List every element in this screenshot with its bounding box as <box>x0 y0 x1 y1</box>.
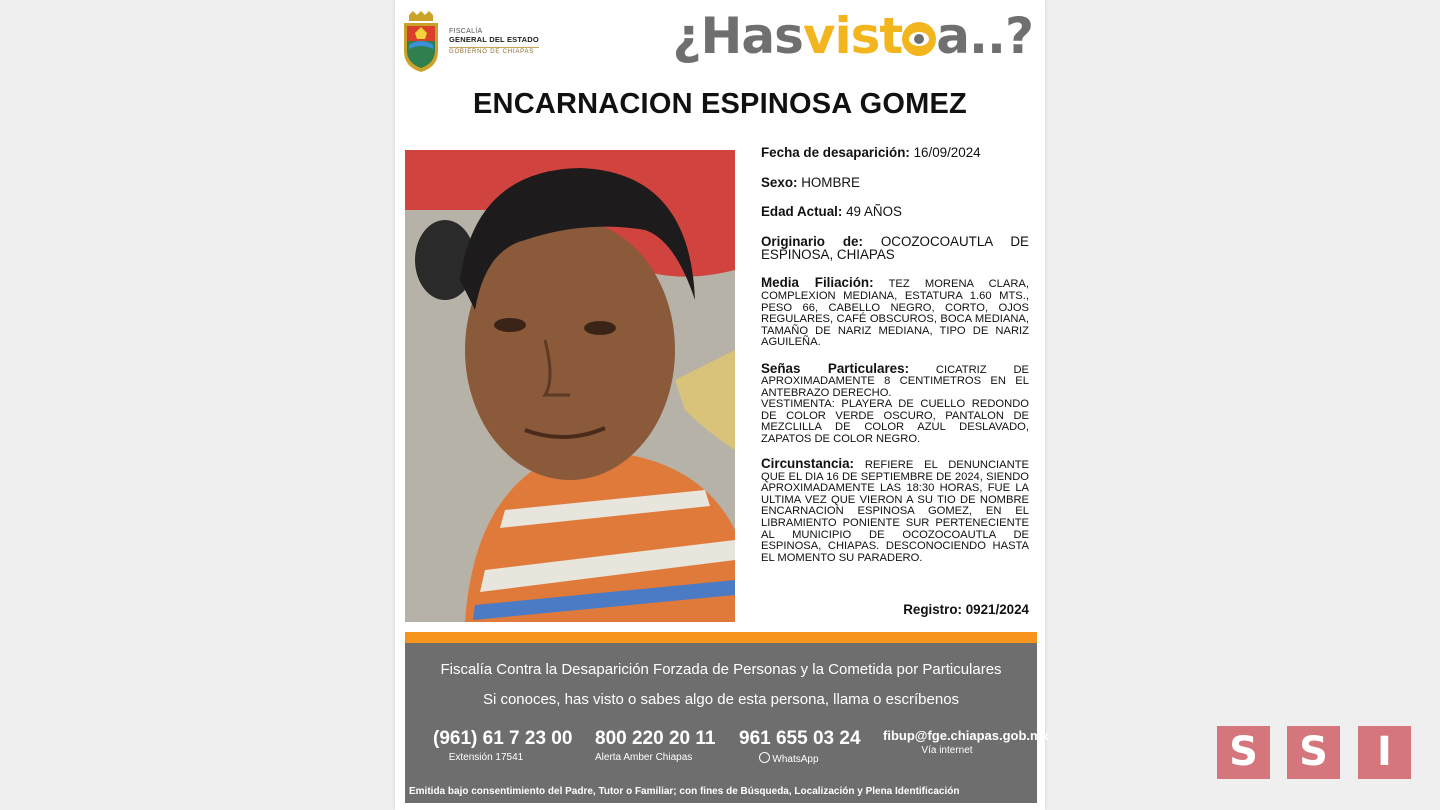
detail-sexo <box>761 176 1029 191</box>
fiscalia-logo <box>401 10 539 74</box>
senas-value: CICATRIZ DE APROXIMADAMENTE 8 CENTIMETROS EN EL ANTEBRAZO DERECHO. <box>761 363 1030 399</box>
detail-filiacion <box>761 276 1029 348</box>
fecha-value: 16/09/2024 <box>913 145 981 160</box>
campaign-logo-part1: ¿Has <box>672 7 803 65</box>
person-details <box>761 146 1029 577</box>
ssi-letter-2: S <box>1287 726 1340 779</box>
origen-label: Originario de: <box>761 234 863 250</box>
contact-email[interactable] <box>883 728 1049 756</box>
contact-list <box>405 728 1049 768</box>
registro-number: Registro: 0921/2024 <box>903 602 1029 617</box>
edad-label: Edad Actual: <box>761 204 843 220</box>
contact-footer <box>405 643 1049 803</box>
missing-person-poster <box>395 0 1049 810</box>
person-photo <box>405 150 735 622</box>
campaign-logo-part3: a..? <box>936 7 1033 65</box>
detail-origen <box>761 235 1029 261</box>
org-line-3: GOBIERNO DE CHIAPAS <box>449 47 539 56</box>
footer-disclaimer: Emitida bajo consentimiento del Padre, Tutor o Familiar; con fines de Búsqueda, Localización y Plena Identificación <box>409 786 960 797</box>
ssi-letter-3: I <box>1358 726 1411 779</box>
ssi-letter-1: S <box>1217 726 1270 779</box>
detail-senas <box>761 362 1029 446</box>
fecha-label: Fecha de desaparición: <box>761 145 910 160</box>
detail-fecha <box>761 146 1029 161</box>
sexo-value: HOMBRE <box>801 174 860 190</box>
circunstancia-value: REFIERE EL DENUNCIANTE QUE EL DIA 16 DE SEPTIEMBRE DE 2024, SIENDO APROXIMADAMENTE LAS 18:30 HORAS, FUE LA ULTIMA VEZ QUE VIERON A SU TIO DE NOMBRE ENCARNACION ESPINOSA GOMEZ, EN EL LIBRAMIENTO PONIENTE SUR PERTENECIENTE AL MUNICIPIO DE OCOZOCOAUTLA DE ESPINOSA, CHIAPAS. DESCONOCIENDO HASTA EL MOMENTO SU PARADERO. <box>761 459 1029 564</box>
contact-amber-label: Alerta Amber Chiapas <box>595 752 693 763</box>
contact-phone-main-ext: Extensión 17541 <box>448 752 524 763</box>
org-line-2: GENERAL DEL ESTADO <box>449 35 539 45</box>
sexo-label: Sexo: <box>761 174 798 190</box>
origen-value: OCOZOCOAUTLA DE ESPINOSA, CHIAPAS <box>761 234 1029 263</box>
person-name: ENCARNACION ESPINOSA GOMEZ <box>473 88 967 120</box>
detail-edad <box>761 205 1029 220</box>
contact-whatsapp[interactable] <box>739 728 861 765</box>
footer-agency: Fiscalía Contra la Desaparición Forzada de Personas y la Cometida por Particulares <box>440 661 1002 678</box>
org-line-1: FISCALÍA <box>449 28 483 36</box>
contact-email-label: Vía internet <box>921 745 973 756</box>
filiacion-label: Media Filiación: <box>761 275 874 291</box>
contact-amber-number[interactable]: 800 220 20 11 <box>595 728 716 749</box>
edad-value: 49 AÑOS <box>846 204 902 220</box>
chiapas-coat-of-arms-icon <box>401 11 441 73</box>
orange-divider <box>405 632 1037 643</box>
contact-whatsapp-label: WhatsApp <box>772 754 819 765</box>
campaign-logo-part2: vist <box>802 7 903 65</box>
whatsapp-icon <box>759 752 770 763</box>
contact-amber[interactable] <box>595 728 716 763</box>
ssi-watermark-logo <box>1217 726 1411 779</box>
contact-phone-main[interactable] <box>433 728 573 763</box>
footer-call-to-action: Si conoces, has visto o sabes algo de esta persona, llama o escríbenos <box>482 691 960 708</box>
campaign-logo <box>673 6 1034 66</box>
contact-whatsapp-number[interactable]: 961 655 03 24 <box>739 728 861 749</box>
senas-label: Señas Particulares: <box>761 360 910 376</box>
filiacion-value: TEZ MORENA CLARA, COMPLEXION MEDIANA, ESTATURA 1.60 MTS., PESO 66, CABELLO NEGRO, CORTO, OJOS REGULARES, CAFÉ OBSCUROS, BOCA MEDIANA, TAMAÑO DE NARIZ MEDIANA, TIPO DE NARIZ AGUILEÑA. <box>761 278 1030 349</box>
contact-whatsapp-label-row <box>739 752 839 765</box>
eye-icon <box>902 22 936 56</box>
contact-email-address[interactable]: fibup@fge.chiapas.gob.mx <box>883 728 1049 743</box>
vestimenta-value: VESTIMENTA: PLAYERA DE CUELLO REDONDO DE COLOR VERDE OSCURO, PANTALON DE MEZCLILLA DE COLOR AZUL DESLAVADO, ZAPATOS DE COLOR NEGRO. <box>761 398 1029 445</box>
contact-phone-main-number[interactable]: (961) 61 7 23 00 <box>433 728 573 749</box>
detail-circunstancia <box>761 457 1029 564</box>
circunstancia-label: Circunstancia: <box>761 456 855 472</box>
